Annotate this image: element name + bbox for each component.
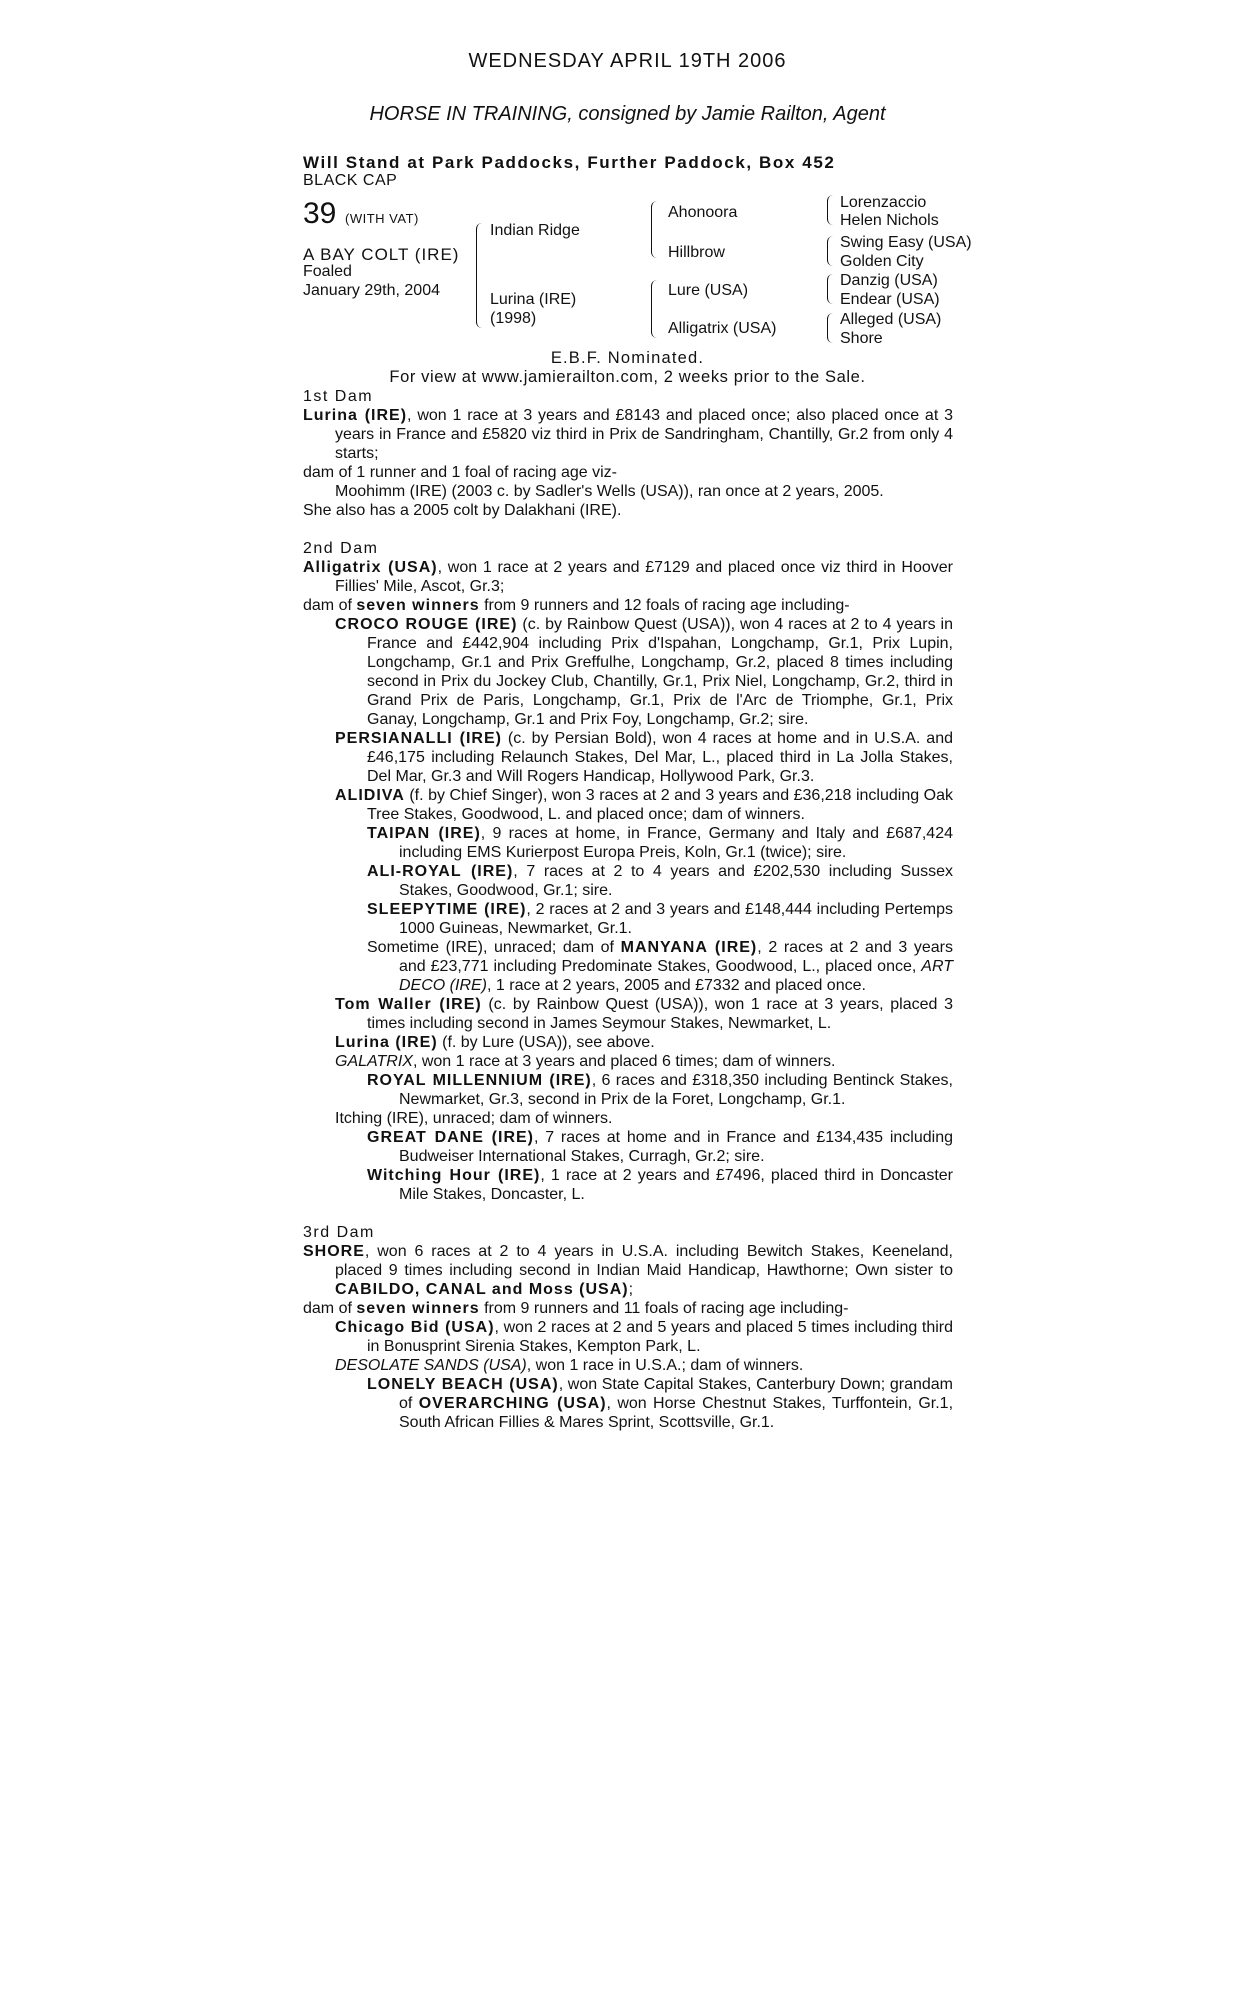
horse-record: , won 1 race in U.S.A.; dam of winners. <box>526 1357 804 1374</box>
horse-name: ALI-ROYAL (IRE) <box>367 863 514 880</box>
pedigree-sss: Lorenzaccio <box>840 194 927 211</box>
produce-persianalli <box>303 729 953 786</box>
first-dam-text: , won 1 race at 3 years and £8143 and placed once; also placed once at 3 years in France and £5820 viz third in Prix de Sandringham, Chantilly, Gr.2 from only 4 starts; <box>335 407 953 462</box>
first-dam-also: She also has a 2005 colt by Dalakhani (IRE). <box>303 502 622 519</box>
third-dam-text-end: ; <box>628 1281 634 1298</box>
sale-date: WEDNESDAY APRIL 19TH 2006 <box>468 50 787 72</box>
produce-intro-c: from 9 runners and 11 foals of racing age including- <box>479 1300 849 1317</box>
first-dam-name: Lurina (IRE) <box>303 407 408 424</box>
pedigree-sds: Swing Easy (USA) <box>840 234 972 251</box>
foaled-label: Foaled <box>303 263 352 280</box>
produce-intro-c: from 9 runners and 12 foals of racing age including- <box>479 597 850 614</box>
horse-record: (f. by Lure (USA)), see above. <box>437 1034 655 1051</box>
pedigree-dam: Lurina (IRE) <box>490 291 577 308</box>
produce-taipan <box>303 824 953 862</box>
horse-name: ROYAL MILLENNIUM (IRE) <box>367 1072 592 1089</box>
first-dam-produce-item: Moohimm (IRE) (2003 c. by Sadler's Wells (USA)), ran once at 2 years, 2005. <box>335 483 884 500</box>
third-dam-heading: 3rd Dam <box>303 1224 375 1241</box>
cap-colour: BLACK CAP <box>303 172 398 189</box>
pedigree-dam-sire: Lure (USA) <box>668 282 749 299</box>
pedigree-brace <box>827 274 834 304</box>
produce-sometime <box>303 938 953 995</box>
pedigree-brace <box>651 201 659 258</box>
horse-record: Sometime (IRE), unraced; dam of <box>367 939 621 956</box>
pedigree-brace <box>827 236 834 266</box>
pedigree-brace <box>651 280 659 338</box>
horse-name: GALATRIX <box>335 1053 413 1070</box>
lot-number: 39 <box>303 197 337 230</box>
produce-ali-royal <box>303 862 953 900</box>
produce-great-dane <box>303 1128 953 1166</box>
produce-lurina <box>303 1033 953 1052</box>
third-dam-produce-intro <box>303 1299 953 1318</box>
horse-name: DESOLATE SANDS (USA) <box>335 1357 527 1374</box>
first-dam-heading: 1st Dam <box>303 388 374 405</box>
produce-sleepytime <box>303 900 953 938</box>
horse-name: CROCO ROUGE (IRE) <box>335 616 518 633</box>
pedigree-sire-sire: Ahonoora <box>668 204 738 221</box>
horse-record: (c. by Rainbow Quest (USA)), won 4 races at 2 to 4 years in France and £442,904 including Prix d'Ispahan, Longchamp, Gr.1, Prix Lupin, Longchamp, Gr.1 and Prix Greffulhe, Longchamp, Gr.2, placed 8 times including second in Prix du Jockey Club, Chantilly, Gr.1, Prix Niel, Longchamp, Gr.2, third in Grand Prix de Paris, Longchamp, Gr.1, Prix de l'Arc de Triomphe, Gr.1, Prix Ganay, Longchamp, Gr.1 and Prix Foy, Longchamp, Gr.2; sire. <box>367 616 953 728</box>
third-dam-record <box>303 1242 953 1299</box>
third-dam-text: , won 6 races at 2 to 4 years in U.S.A. including Bewitch Stakes, Keeneland, placed 9 times including second in Indian Maid Handicap, Hawthorne; Own sister to <box>335 1243 953 1279</box>
stabling-location: Will Stand at Park Paddocks, Further Paddock, Box 452 <box>303 153 836 172</box>
horse-name: MANYANA (IRE) <box>620 939 758 956</box>
horse-record: (f. by Chief Singer), won 3 races at 2 and 3 years and £36,218 including Oak Tree Stakes, Goodwood, L. and placed once; dam of winners. <box>367 787 953 823</box>
first-dam-produce-intro: dam of 1 runner and 1 foal of racing age viz- <box>303 464 617 481</box>
pedigree-dam-dam: Alligatrix (USA) <box>668 320 777 337</box>
second-dam-record <box>303 558 953 596</box>
view-note: For view at www.jamierailton.com, 2 weeks prior to the Sale. <box>389 368 866 386</box>
pedigree-ddd: Shore <box>840 330 883 347</box>
pedigree-dam-year: (1998) <box>490 310 537 327</box>
pedigree-dds: Alleged (USA) <box>840 311 942 328</box>
horse-name: LONELY BEACH (USA) <box>367 1376 559 1393</box>
second-dam-name: Alligatrix (USA) <box>303 559 438 576</box>
produce-intro-winners: seven winners <box>356 1300 480 1317</box>
horse-description: A BAY COLT (IRE) <box>303 245 460 264</box>
pedigree-sire: Indian Ridge <box>490 222 580 239</box>
horse-record: , 1 race at 2 years, 2005 and £7332 and placed once. <box>487 977 866 994</box>
produce-intro-winners: seven winners <box>356 597 480 614</box>
pedigree-brace <box>827 313 834 343</box>
horse-name: ART DECO (IRE) <box>399 958 953 994</box>
produce-chicago-bid <box>303 1318 953 1356</box>
horse-record: , won State Capital Stakes, Canterbury Down; grandam of <box>399 1376 953 1412</box>
horse-record: , won 2 races at 2 and 5 years and placed 5 times including third in Bonusprint Sirenia Stakes, Kempton Park, L. <box>367 1319 954 1355</box>
pedigree-dsd: Endear (USA) <box>840 291 940 308</box>
foaled-date: January 29th, 2004 <box>303 282 440 299</box>
third-dam-name: SHORE <box>303 1243 365 1260</box>
produce-witching-hour <box>303 1166 953 1204</box>
pedigree-brace <box>827 195 834 225</box>
produce-lonely-beach <box>303 1375 953 1432</box>
third-dam-sisters: CABILDO, CANAL and Moss (USA) <box>335 1281 629 1298</box>
horse-record: , won Horse Chestnut Stakes, Turffontein, Gr.1, South African Fillies & Mares Sprint, Scottsville, Gr.1. <box>399 1395 954 1431</box>
pedigree-dss: Danzig (USA) <box>840 272 938 289</box>
pedigree-brace <box>476 223 485 328</box>
horse-name: PERSIANALLI (IRE) <box>335 730 502 747</box>
produce-royal-millennium <box>303 1071 953 1109</box>
horse-record: (c. by Rainbow Quest (USA)), won 1 race at 3 years, placed 3 times including second in James Seymour Stakes, Newmarket, L. <box>367 996 953 1032</box>
horse-record: , 7 races at 2 to 4 years and £202,530 including Sussex Stakes, Goodwood, Gr.1; sire. <box>399 863 954 899</box>
horse-name: Tom Waller (IRE) <box>335 996 482 1013</box>
horse-record: (c. by Persian Bold), won 4 races at home and in U.S.A. and £46,175 including Relaunch Stakes, Del Mar, L., placed third in La Jolla Stakes, Del Mar, Gr.3 and Will Rogers Handicap, Hollywood Park, Gr.3. <box>367 730 953 785</box>
horse-record: , 2 races at 2 and 3 years and £148,444 including Pertemps 1000 Guineas, Newmarket, Gr.1. <box>399 901 953 937</box>
pedigree-sdd: Golden City <box>840 253 924 270</box>
second-dam-text: , won 1 race at 2 years and £7129 and placed once viz third in Hoover Fillies' Mile, Ascot, Gr.3; <box>335 559 954 595</box>
second-dam-produce-intro <box>303 596 953 615</box>
horse-record: , won 1 race at 3 years and placed 6 times; dam of winners. <box>412 1053 836 1070</box>
pedigree-ssd: Helen Nichols <box>840 212 939 229</box>
produce-alidiva <box>303 786 953 824</box>
pedigree-sire-dam: Hillbrow <box>668 244 725 261</box>
catalogue-body <box>303 387 953 1432</box>
horse-record: , 1 race at 2 years and £7496, placed third in Doncaster Mile Stakes, Doncaster, L. <box>399 1167 954 1203</box>
produce-itching: Itching (IRE), unraced; dam of winners. <box>335 1110 613 1127</box>
vat-note: (WITH VAT) <box>345 211 419 226</box>
horse-record: , 2 races at 2 and 3 years and £23,771 including Predominate Stakes, Goodwood, L., placed once, <box>399 939 953 975</box>
produce-intro-a: dam of <box>303 597 357 614</box>
ebf-note: E.B.F. Nominated. <box>550 349 705 367</box>
spacer <box>303 520 953 539</box>
horse-name: ALIDIVA <box>335 787 405 804</box>
produce-croco-rouge <box>303 615 953 729</box>
second-dam-heading: 2nd Dam <box>303 540 379 557</box>
horse-name: GREAT DANE (IRE) <box>367 1129 534 1146</box>
produce-tom-waller <box>303 995 953 1033</box>
horse-name: Lurina (IRE) <box>335 1034 438 1051</box>
first-dam-record <box>303 406 953 463</box>
horse-name: Witching Hour (IRE) <box>367 1167 541 1184</box>
produce-intro-a: dam of <box>303 1300 357 1317</box>
produce-galatrix <box>303 1052 953 1071</box>
horse-name: TAIPAN (IRE) <box>367 825 481 842</box>
horse-record: , 7 races at home and in France and £134,435 including Budweiser International Stakes, Curragh, Gr.2; sire. <box>399 1129 953 1165</box>
spacer <box>303 1204 953 1223</box>
horse-record: , 6 races and £318,350 including Bentinck Stakes, Newmarket, Gr.3, second in Prix de la Foret, Longchamp, Gr.1. <box>399 1072 953 1108</box>
produce-desolate-sands <box>303 1356 953 1375</box>
consignment-line: HORSE IN TRAINING, consigned by Jamie Railton, Agent <box>369 103 886 125</box>
horse-name: OVERARCHING (USA) <box>418 1395 607 1412</box>
horse-record: , 9 races at home, in France, Germany and Italy and £687,424 including EMS Kurierpost Europa Preis, Koln, Gr.1 (twice); sire. <box>399 825 954 861</box>
horse-name: Chicago Bid (USA) <box>335 1319 495 1336</box>
horse-name: SLEEPYTIME (IRE) <box>367 901 527 918</box>
